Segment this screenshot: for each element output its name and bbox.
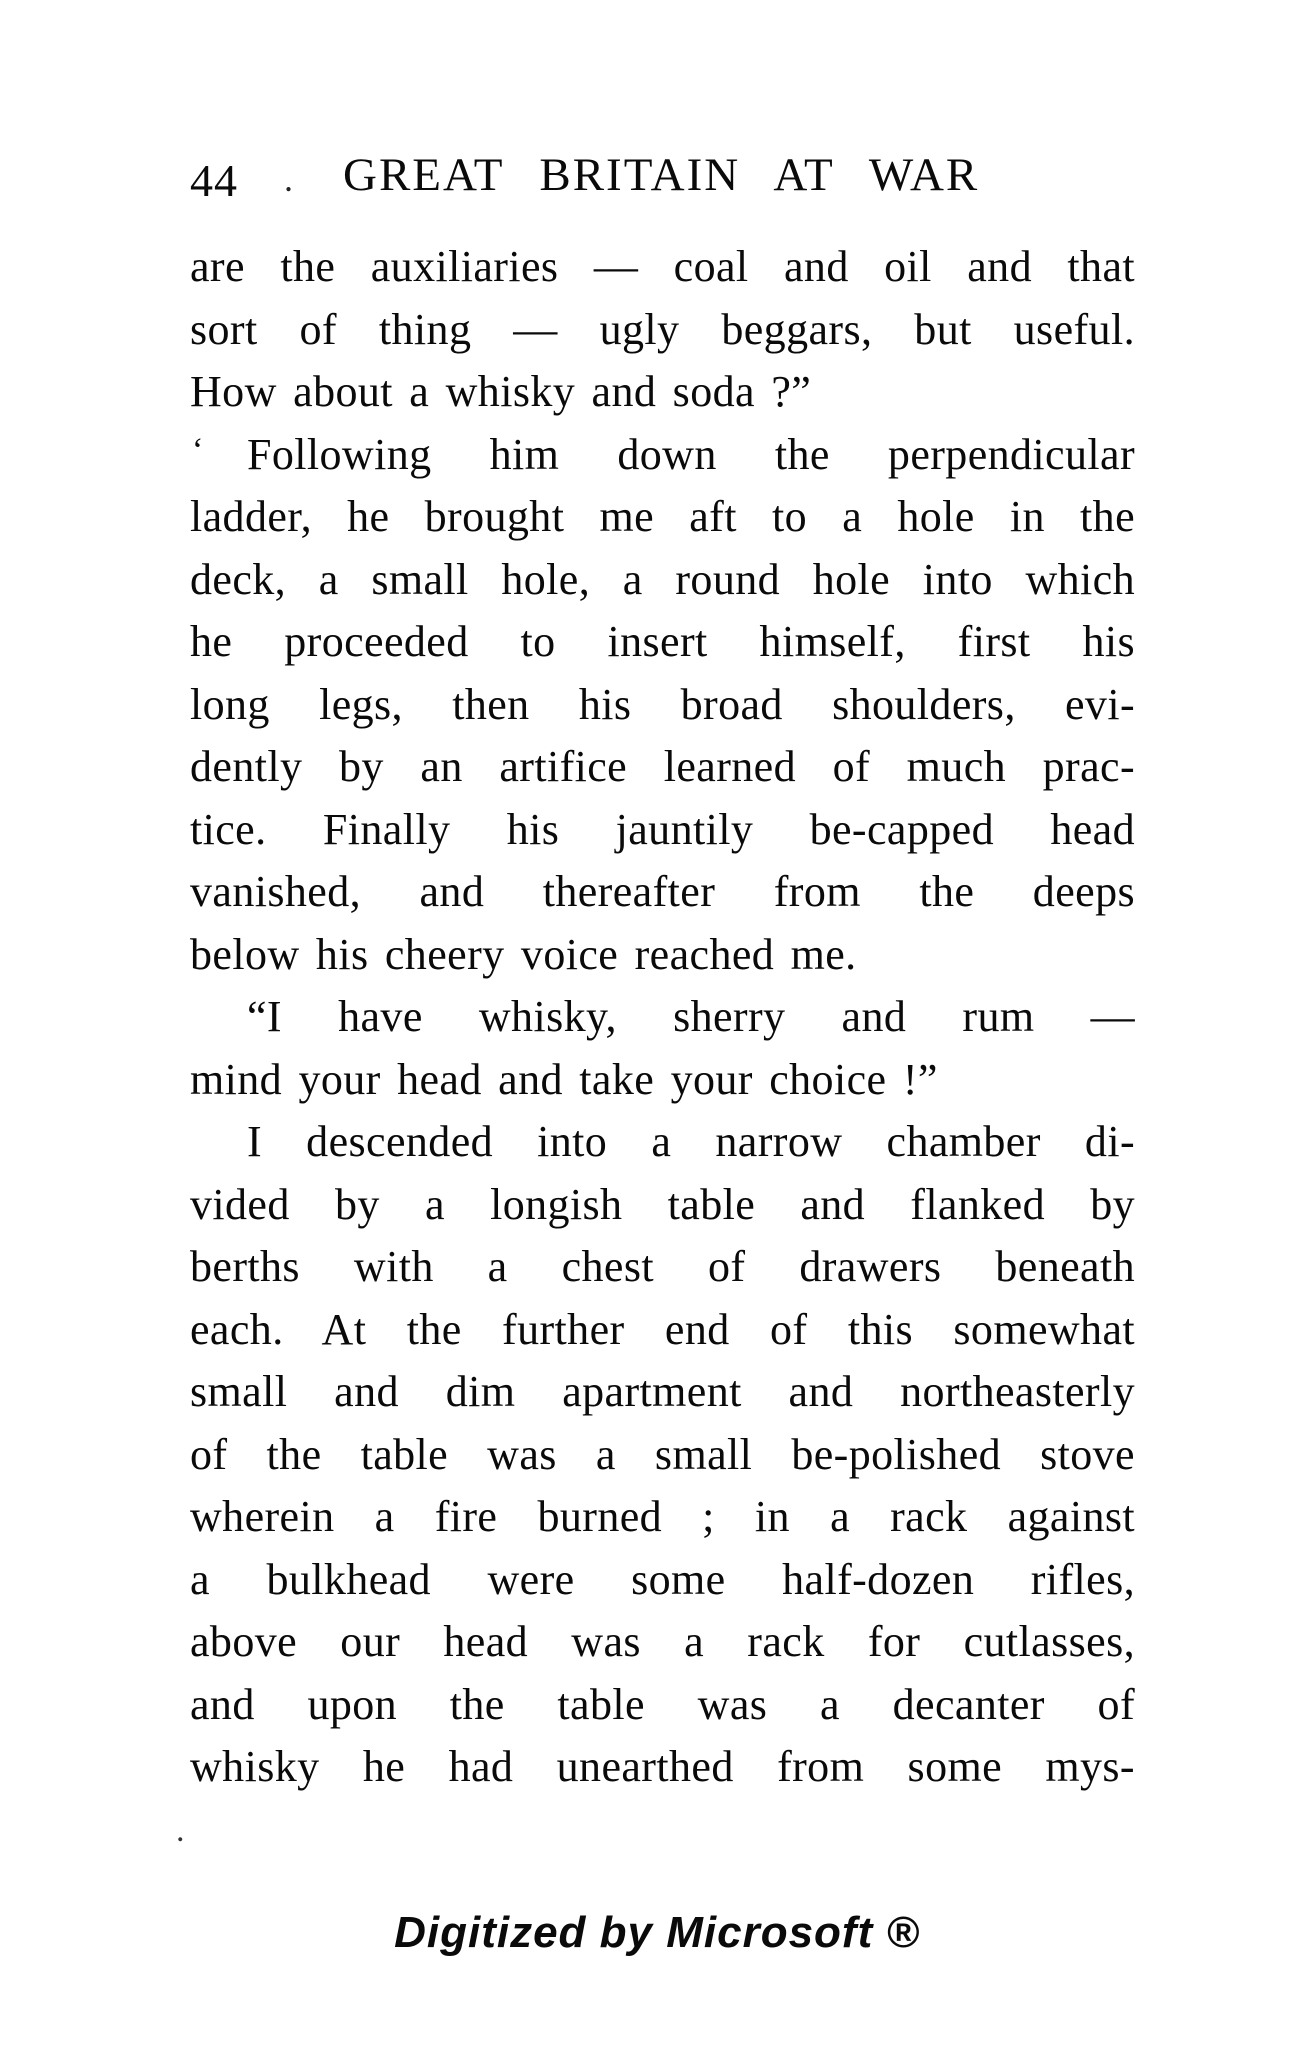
header-separator-dot: .: [284, 159, 293, 199]
text-line-content: Following him down the perpendicular: [247, 429, 1135, 479]
text-line: above our head was a rack for cutlasses,: [190, 1617, 1135, 1666]
text-line: a bulkhead were some half-dozen rifles,: [190, 1554, 1135, 1604]
stray-quote-mark: ‘: [192, 431, 204, 469]
text-line: vided by a longish table and flanked by: [190, 1179, 1135, 1229]
text-line: dently by an artifice learned of much prac-: [190, 742, 1135, 791]
text-line: small and dim apartment and northeasterly: [190, 1367, 1135, 1416]
text-line: berths with a chest of drawers beneath: [190, 1242, 1135, 1291]
text-line: I descended into a narrow chamber di-: [247, 1117, 1135, 1166]
body-text: [190, 236, 1135, 1799]
text-line: “I have whisky, sherry and rum —: [247, 992, 1135, 1041]
text-line: each. At the further end of this somewhat: [190, 1304, 1135, 1354]
text-line: wherein a fire burned ; in a rack against: [190, 1492, 1135, 1541]
digitized-by-footer: Digitized by Microsoft ®: [394, 1908, 920, 1957]
text-line: he proceeded to insert himself, first his: [190, 617, 1135, 666]
text-line: tice. Finally his jauntily be-capped head: [190, 804, 1135, 854]
text-line: How about a whisky and soda ?”: [190, 367, 812, 416]
text-line: ladder, he brought me aft to a hole in the: [190, 492, 1135, 541]
text-line: of the table was a small be-polished stove: [190, 1429, 1135, 1479]
page-title: GREAT BRITAIN AT WAR: [343, 149, 980, 201]
text-line: are the auxiliaries — coal and oil and that: [190, 242, 1135, 291]
running-head: [0, 148, 1314, 208]
text-line: vanished, and thereafter from the deeps: [190, 867, 1135, 916]
text-line: [190, 424, 1135, 487]
text-line: whisky he had unearthed from some mys-: [190, 1742, 1135, 1791]
page-number: 44: [190, 155, 238, 206]
text-line: mind your head and take your choice !”: [190, 1054, 938, 1104]
text-line: long legs, then his broad shoulders, evi-: [190, 679, 1135, 729]
text-line: below his cheery voice reached me.: [190, 929, 857, 979]
text-line: deck, a small hole, a round hole into which: [190, 554, 1135, 604]
scan-artifact-dot: .: [176, 1812, 185, 1849]
text-line: and upon the table was a decanter of: [190, 1679, 1135, 1729]
text-line: sort of thing — ugly beggars, but useful.: [190, 304, 1135, 354]
